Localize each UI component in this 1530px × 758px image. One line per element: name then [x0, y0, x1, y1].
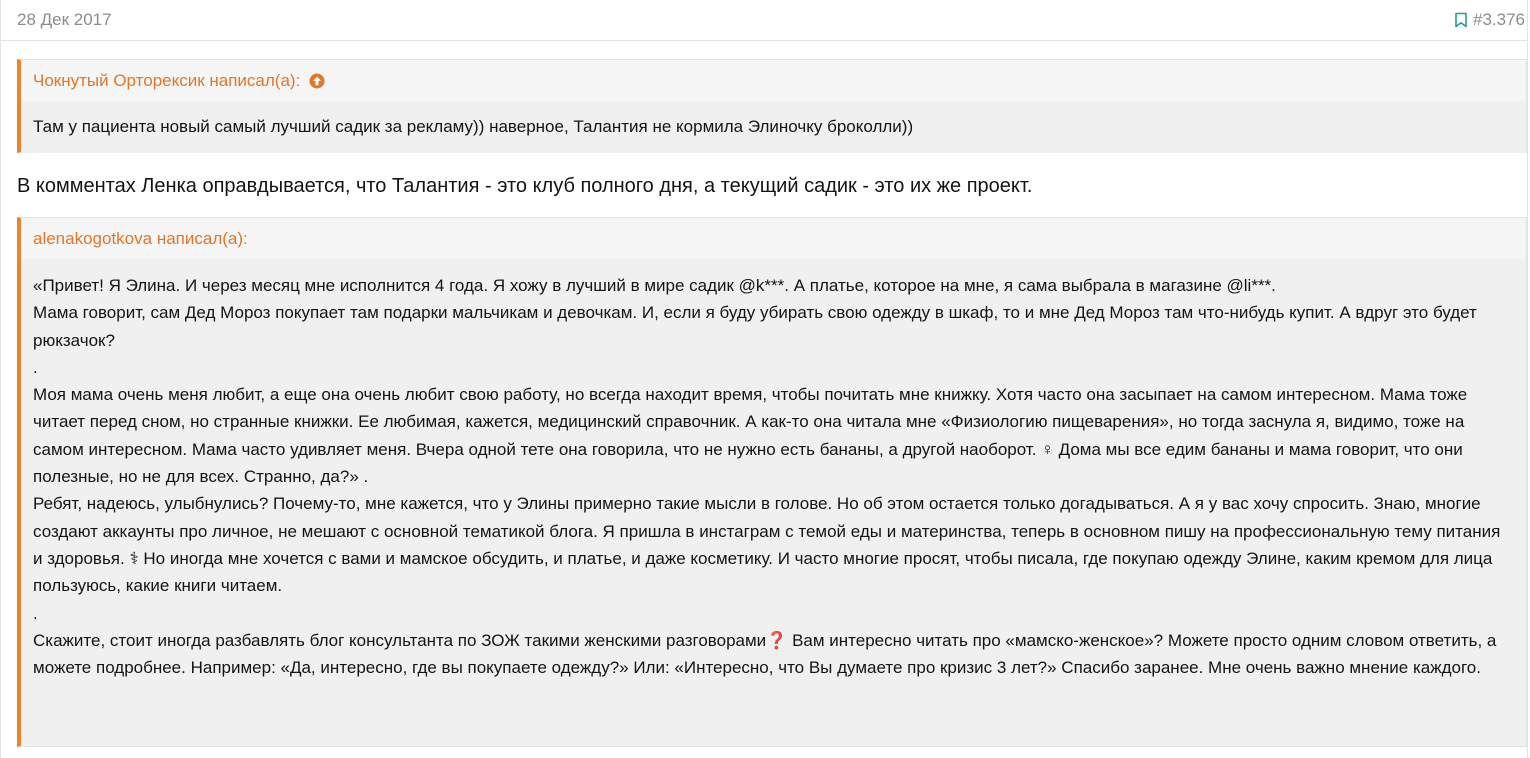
- quote-paragraph: «Привет! Я Элина. И через месяц мне исполнится 4 года. Я хожу в лучший в мире садик @k***. А платье, которое на мне, я сама выбрала в магазине @li***.: [33, 276, 1276, 295]
- quote-author[interactable]: alenakogotkova написал(а):: [33, 228, 248, 248]
- quote-paragraph: .: [33, 603, 38, 623]
- quote-paragraph: Мама говорит, сам Дед Мороз покупает там подарки мальчикам и девочкам. И, если я буду убирать свою одежду в шкаф, то и мне Дед Мороз там что-нибудь купит. А вдруг это будет рюкзачок?: [33, 303, 1477, 350]
- post-number: [1454, 10, 1525, 30]
- quote-sentence: Скажите, стоит иногда разбавлять блог консультанта по ЗОЖ такими женскими разговорами: [33, 630, 767, 650]
- post-header: [1, 0, 1527, 41]
- quote-paragraph: Ребят, надеюсь, улыбнулись? Почему-то, мне кажется, что у Элины примерно такие мысли в голове. Но об этом остается только догадываться. А я у вас хочу спросить. Знаю, многие создают аккаунты про личное, не мешают с основной тематикой блога. Я пришла в инстаграм с темой еды и материнства, теперь в основном пишу на профессиональную тему питания и здоровья. ⚕ Но иногда мне хочется с вами и мамское обсудить, и платье, и даже косметику. И часто многие просят, чтобы писала, где покупаю одежду Элине, каким кремом для лица пользуюсь, какие книги читаем.: [33, 494, 1501, 596]
- question-emoji-icon: ❓: [766, 630, 788, 650]
- quote-text: [21, 259, 1526, 746]
- post-number-link[interactable]: #3.376: [1473, 10, 1525, 29]
- quote-block-2: [17, 217, 1527, 747]
- quote-paragraph: Моя мама очень меня любит, а еще она очень любит свою работу, но всегда находит время, чтобы почитать мне книжку. Хотя часто она засыпает на самом интересном. Мама тоже читает перед сном, но странные книжки. Ее любимая, кажется, медицинский справочник. А как-то она читала мне «Физиологию пищеварения», но тогда заснула я, видимо, тоже на самом интересном. Мама часто удивляет меня. Вчера одной тете она говорила, что не нужно есть бананы, а другой наоборот. ♀ Дома мы все едим бананы и мама говорит, что они полезные, но не для всех. Странно, да?» .: [33, 385, 1468, 487]
- quote-paragraph: [33, 627, 1514, 682]
- post-date: 28 Дек 2017: [17, 10, 112, 29]
- quote-attribution: [21, 218, 1526, 259]
- quote-attribution: [21, 60, 1526, 101]
- bookmark-icon[interactable]: [1454, 12, 1468, 28]
- post-message: В комментах Ленка оправдывается, что Талантия - это клуб полного дня, а текущий садик - это их же проект.: [17, 175, 1033, 197]
- quote-author[interactable]: Чокнутый Орторексик написал(а):: [33, 70, 301, 90]
- quote-text: Там у пациента новый самый лучший садик за рекламу)) наверное, Талантия не кормила Элиночку броколли)): [21, 101, 1526, 153]
- quote-sentence: Вам интересно читать про «мамско-женское»? Можете просто одним словом ответить, а можете подробнее. Например: «Да, интересно, где вы покупаете одежду?» Или: «Интересно, что Вы думаете про кризис 3 лет?» Спасибо заранее. Мне очень важно мнение каждого.: [33, 630, 1497, 678]
- arrow-up-circle-icon[interactable]: [309, 73, 325, 89]
- quote-paragraph: .: [33, 357, 38, 377]
- quote-block-1: [17, 59, 1527, 153]
